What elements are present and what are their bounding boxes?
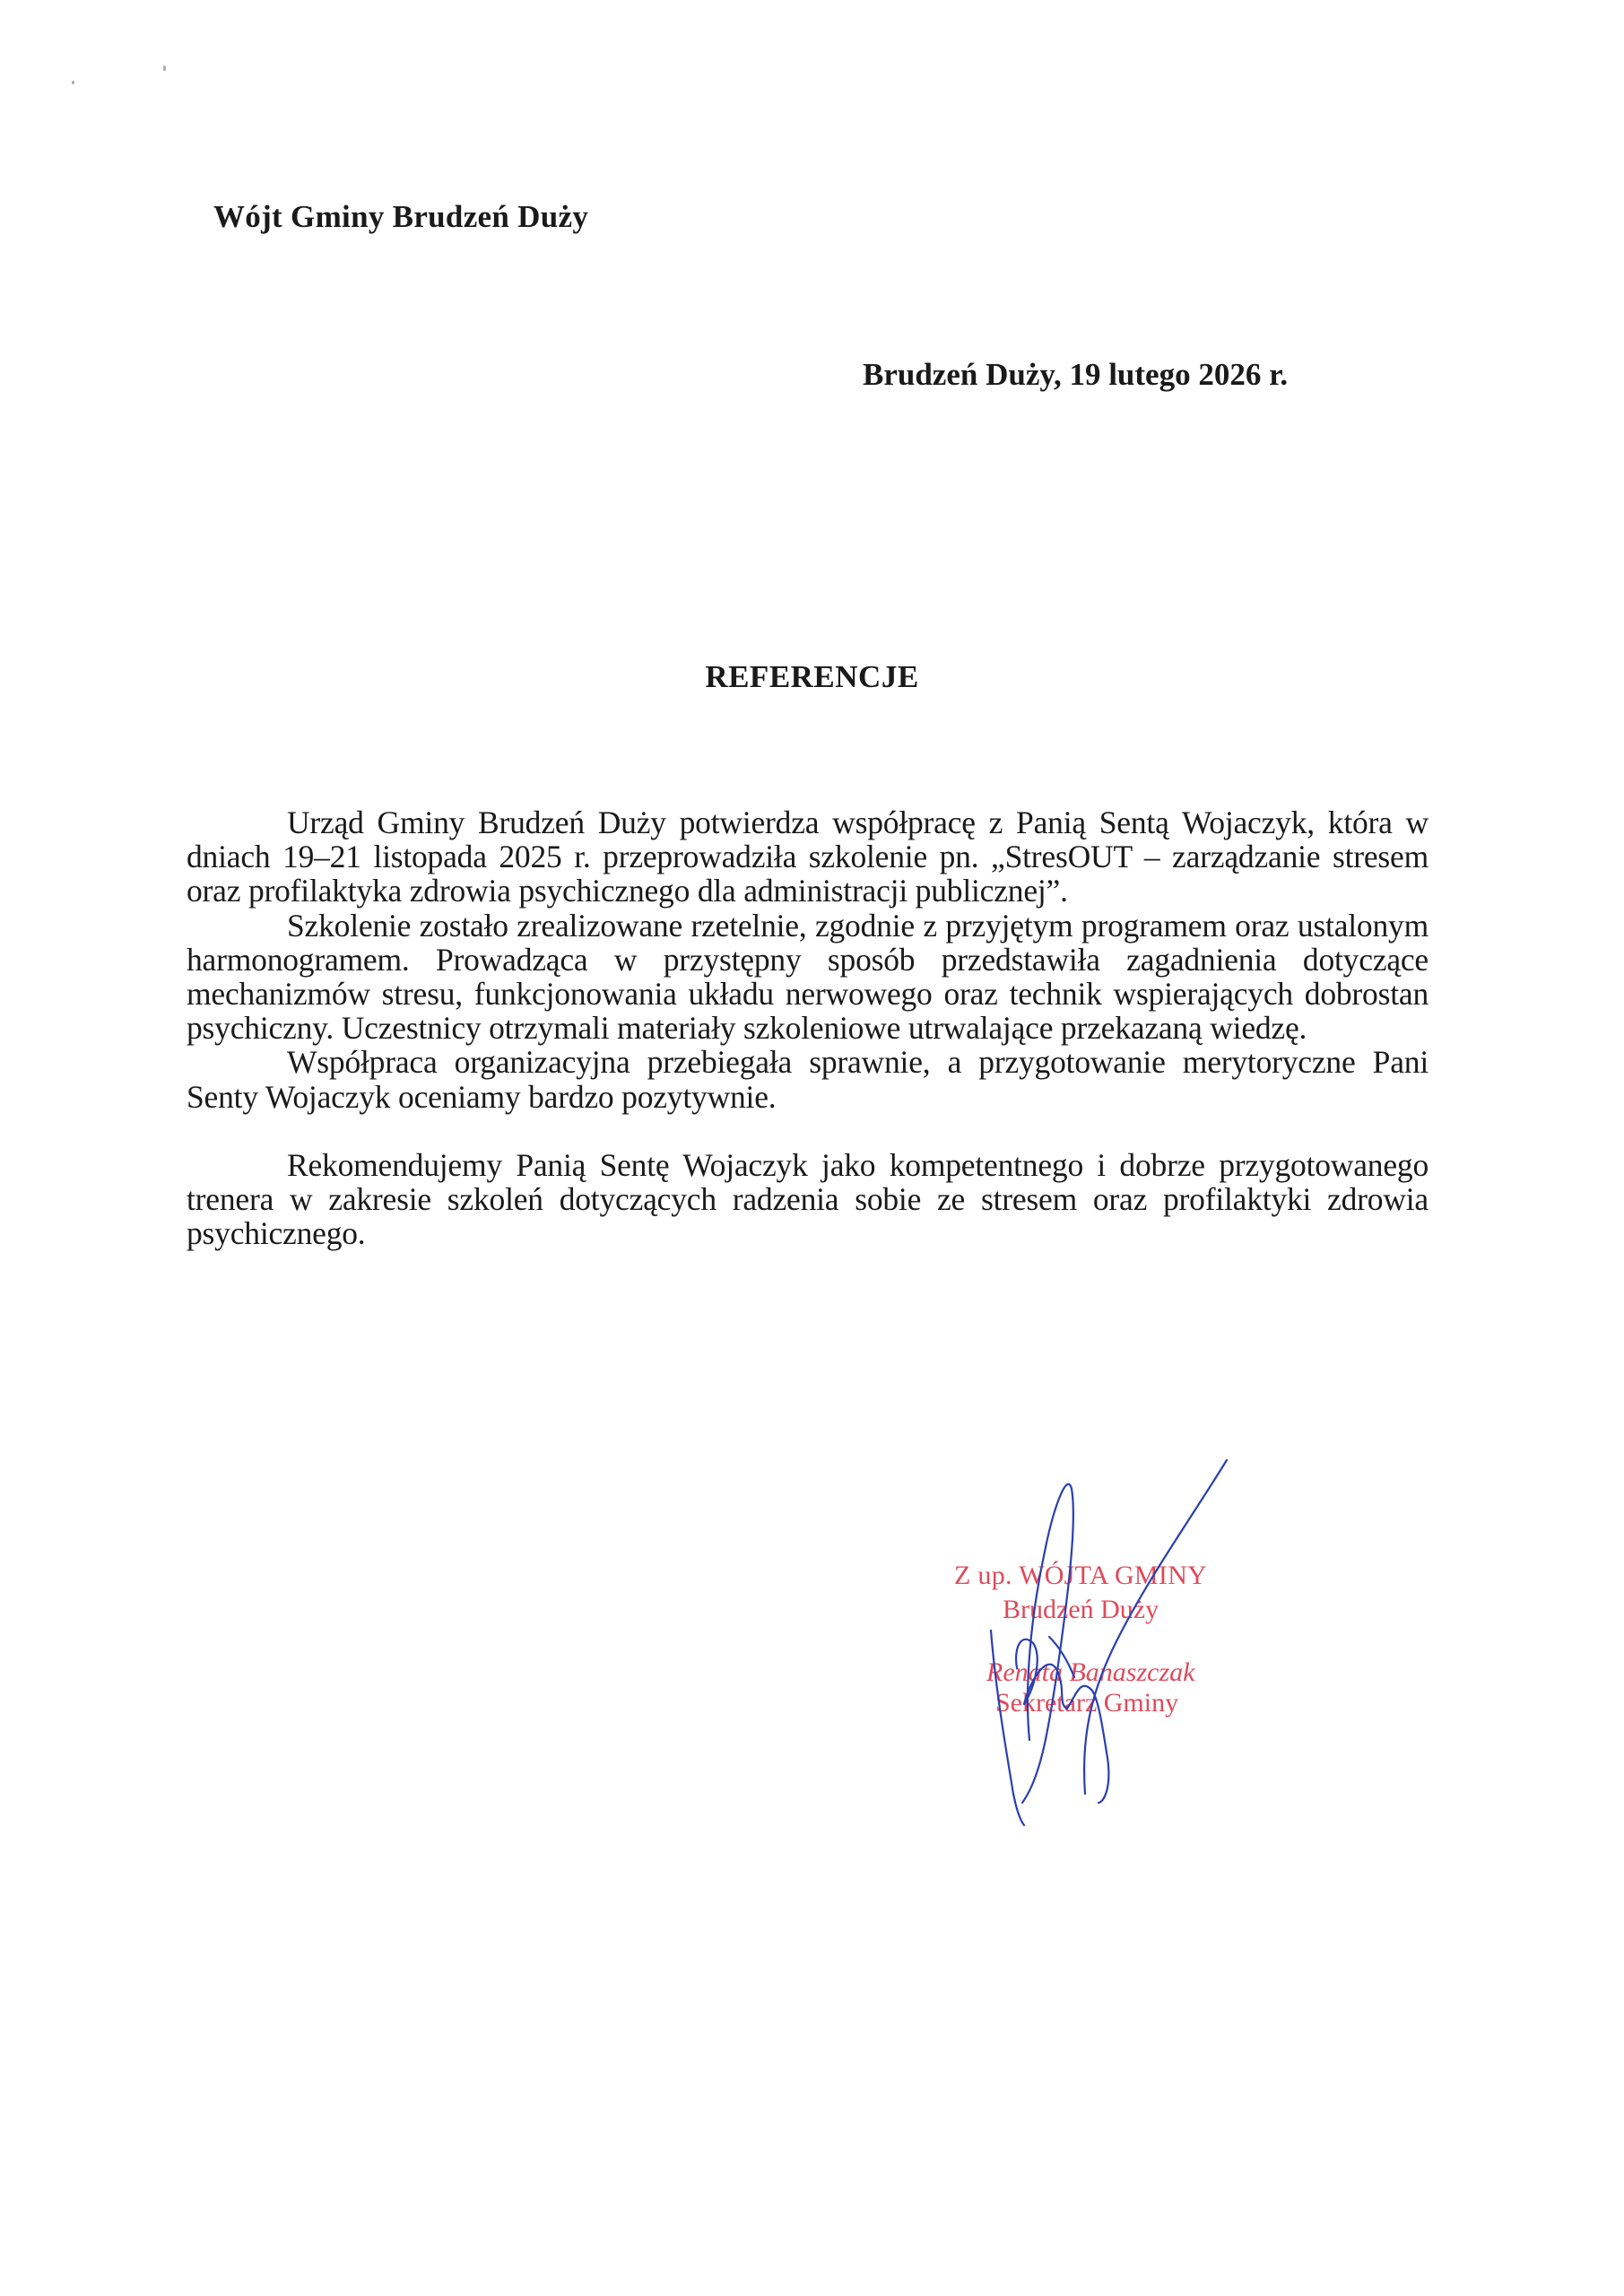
stamp-line-position: Sekretarz Gminy: [995, 1688, 1179, 1718]
paragraph-cooperation: Współpraca organizacyjna przebiegała sprawnie, a przygotowanie merytoryczne Pani Senty Wojaczyk oceniamy bardzo pozytywnie.: [187, 1044, 1429, 1115]
paragraph-confirmation: Urząd Gminy Brudzeń Duży potwierdza współpracę z Panią Sentą Wojaczyk, która w dniach 19–21 listopada 2025 r. przeprowadziła szkolenie pn. „StresOUT – zarządzanie stresem oraz profilaktyka zdrowia psychicznego dla administracji publicznej”.: [187, 804, 1429, 909]
paragraph-training-quality: Szkolenie zostało zrealizowane rzetelnie, zgodnie z przyjętym programem oraz ustalonym harmonogramem. Prowadząca w przystępny sposób przedstawiła zagadnienia dotyczące mechanizmów stresu, funkcjonowania układu nerwowego oraz technik wspierających dobrostan psychiczny. Uczestnicy otrzymali materiały szkoleniowe utrwalające przekazaną wiedzę.: [187, 907, 1429, 1047]
stamp-line-municipality: Brudzeń Duży: [1003, 1595, 1159, 1624]
place-date: Brudzeń Duży, 19 lutego 2026 r.: [863, 357, 1289, 392]
scan-speck-2: [163, 65, 166, 71]
paragraph-recommendation: Rekomendujemy Panią Sentę Wojaczyk jako kompetentnego i dobrze przygotowanego trenera w zakresie szkoleń dotyczących radzenia sobie ze stresem oraz profilaktyki zdrowia psychicznego.: [187, 1146, 1429, 1252]
handwritten-signature-icon: [924, 1435, 1264, 1830]
stamp-line-name: Renata Banaszczak: [986, 1657, 1195, 1687]
letter-body: [187, 805, 1429, 1250]
stamp-line-authority: Z up. WÓJTA GMINY: [954, 1561, 1208, 1590]
document-title: REFERENCJE: [705, 659, 919, 694]
stamp-and-signature: [924, 1435, 1264, 1830]
sender-heading: Wójt Gminy Brudzeń Duży: [213, 199, 589, 234]
scan-speck-1: [72, 81, 74, 84]
